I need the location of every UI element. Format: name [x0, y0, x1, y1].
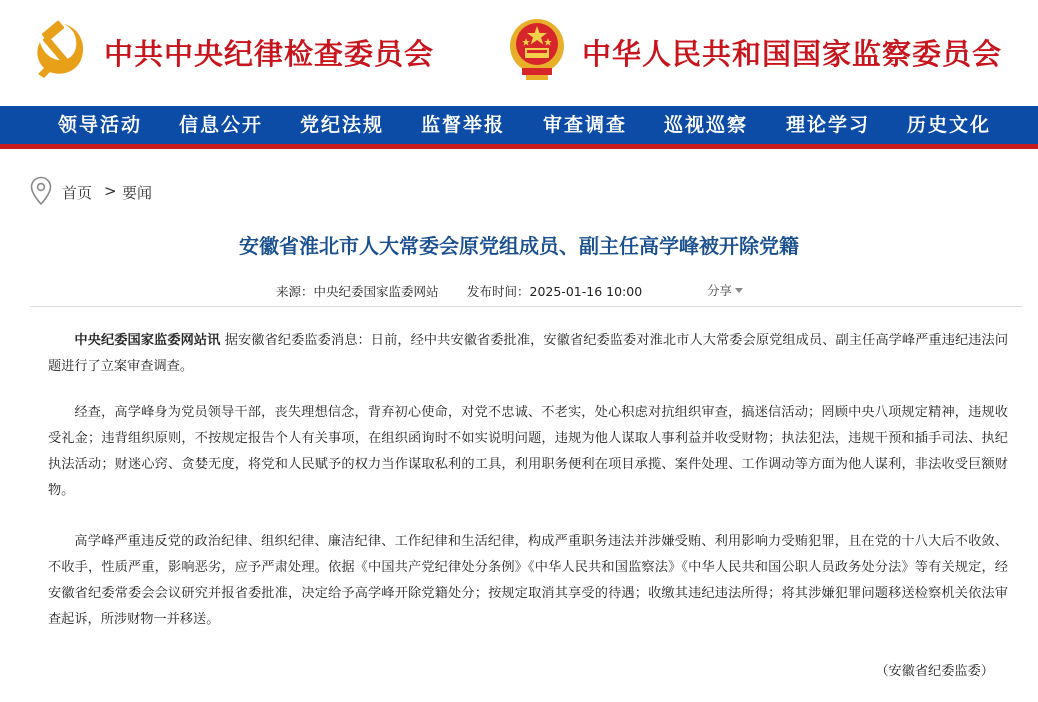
article-title: 安徽省淮北市人大常委会原党组成员、副主任高学峰被开除党籍 — [239, 234, 799, 258]
nav-item-leadership[interactable]: 领导活动 — [58, 114, 143, 136]
site-header — [0, 0, 1038, 106]
national-supervisory-commission-title[interactable]: 中华人民共和国国家监察委员会 — [582, 37, 1003, 71]
breadcrumb-current-link[interactable]: 要闻 — [122, 184, 153, 202]
location-pin-icon — [30, 176, 52, 206]
paragraph-lead: 中央纪委国家监委网站讯 — [74, 333, 221, 348]
article-paragraph-3: 高学峰严重违反党的政治纪律、组织纪律、廉洁纪律、工作纪律和生活纪律，构成严重职务违法并涉嫌受贿、利用影响力受贿犯罪，且在党的十八大后不收敛、不收手，性质严重，影响恶劣，应予严肃处理。依据《中国共产党纪律处分条例》《中华人民共和国监察法》《中华人民共和国公职人员政务处分法》等有关规定，经安徽省纪委常委会会议研究并报省委批准，决定给予高学峰开除党籍处分；按规定取消其享受的待遇；收缴其违纪违法所得；将其涉嫌犯罪问题移送检察机关依法审查起诉，所涉财物一并移送。 — [48, 534, 1008, 627]
article-signature: （安徽省纪委监委） — [875, 664, 994, 679]
divider — [30, 306, 1022, 307]
breadcrumb-home-link[interactable]: 首页 — [62, 184, 93, 202]
share-label: 分享 — [707, 283, 733, 298]
paragraph-body: 据安徽省纪委监委消息：日前，经中共安徽省委批准，安徽省纪委监委对淮北市人大常委会原党组成员、副主任高学峰严重违纪违法问题进行了立案审查调查。 — [48, 333, 1009, 374]
breadcrumb-separator: > — [104, 182, 117, 200]
cc-discipline-commission-title[interactable]: 中共中央纪律检查委员会 — [104, 37, 435, 71]
party-emblem-icon[interactable] — [30, 18, 90, 80]
article-source: 来源：中央纪委国家监委网站 — [276, 284, 439, 299]
article-paragraph-2: 经查，高学峰身为党员领导干部，丧失理想信念，背弃初心使命，对党不忠诚、不老实，处心积虑对抗组织审查，搞迷信活动；罔顾中央八项规定精神，违规收受礼金；违背组织原则，不按规定报告个人有关事项，在组织函询时不如实说明问题，违规为他人谋取人事利益并收受财物；执法犯法，违规干预和插手司法、执纪执法活动；财迷心窍、贪婪无度，将党和人民赋予的权力当作谋取私利的工具，利用职务便利在项目承揽、案件处理、工作调动等方面为他人谋利，非法收受巨额财物。 — [48, 405, 1008, 498]
national-emblem-icon[interactable] — [506, 16, 568, 82]
chevron-down-icon — [735, 288, 743, 293]
nav-item-investigation[interactable]: 审查调查 — [543, 114, 628, 136]
nav-item-report[interactable]: 监督举报 — [421, 114, 506, 136]
article-date: 发布时间：2025-01-16 10:00 — [467, 284, 643, 299]
nav-item-disclosure[interactable]: 信息公开 — [179, 114, 264, 136]
share-button[interactable] — [707, 281, 743, 299]
nav-item-regulations[interactable]: 党纪法规 — [300, 114, 385, 136]
nav-accent-bar — [0, 144, 1038, 149]
nav-item-inspection[interactable]: 巡视巡察 — [664, 114, 749, 136]
article-paragraph-1 — [48, 328, 1008, 380]
main-nav — [0, 106, 1038, 144]
nav-item-theory[interactable]: 理论学习 — [786, 114, 871, 136]
nav-item-history[interactable]: 历史文化 — [907, 114, 992, 136]
